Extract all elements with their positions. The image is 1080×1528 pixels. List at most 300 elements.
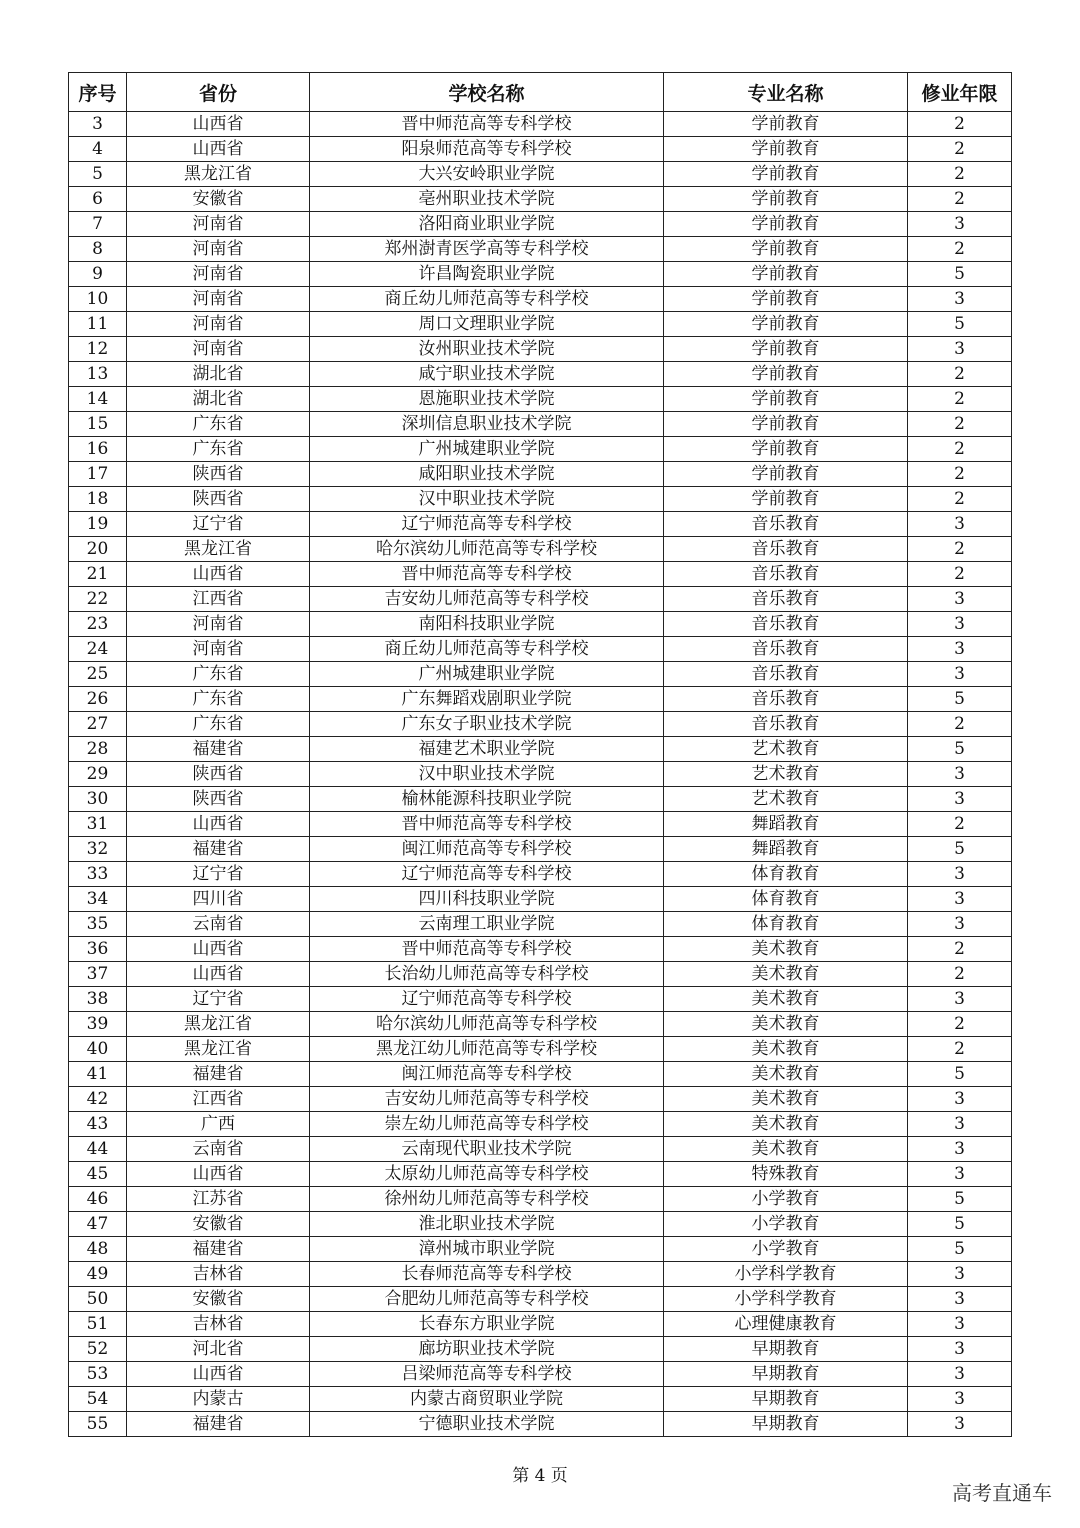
cell-school: 晋中师范高等专科学校 bbox=[310, 562, 664, 587]
cell-years: 3 bbox=[908, 1412, 1012, 1437]
cell-school: 晋中师范高等专科学校 bbox=[310, 812, 664, 837]
table-row bbox=[69, 237, 1012, 262]
cell-province: 云南省 bbox=[127, 1137, 310, 1162]
cell-years: 3 bbox=[908, 762, 1012, 787]
table-row bbox=[69, 1412, 1012, 1437]
cell-major: 学前教育 bbox=[664, 262, 908, 287]
cell-school: 徐州幼儿师范高等专科学校 bbox=[310, 1187, 664, 1212]
cell-major: 音乐教育 bbox=[664, 662, 908, 687]
cell-major: 体育教育 bbox=[664, 862, 908, 887]
table-row bbox=[69, 1262, 1012, 1287]
cell-major: 早期教育 bbox=[664, 1412, 908, 1437]
cell-index: 19 bbox=[69, 512, 127, 537]
cell-years: 3 bbox=[908, 1137, 1012, 1162]
cell-major: 学前教育 bbox=[664, 237, 908, 262]
table-row bbox=[69, 387, 1012, 412]
cell-school: 广东舞蹈戏剧职业学院 bbox=[310, 687, 664, 712]
cell-index: 54 bbox=[69, 1387, 127, 1412]
table-row bbox=[69, 537, 1012, 562]
cell-years: 3 bbox=[908, 662, 1012, 687]
table-row bbox=[69, 837, 1012, 862]
table-row bbox=[69, 137, 1012, 162]
cell-province: 河南省 bbox=[127, 337, 310, 362]
table-row bbox=[69, 1012, 1012, 1037]
table-row bbox=[69, 1187, 1012, 1212]
cell-province: 辽宁省 bbox=[127, 862, 310, 887]
cell-major: 体育教育 bbox=[664, 887, 908, 912]
cell-province: 山西省 bbox=[127, 112, 310, 137]
cell-index: 38 bbox=[69, 987, 127, 1012]
cell-province: 河南省 bbox=[127, 262, 310, 287]
cell-years: 2 bbox=[908, 437, 1012, 462]
cell-index: 35 bbox=[69, 912, 127, 937]
table-row bbox=[69, 1037, 1012, 1062]
cell-school: 闽江师范高等专科学校 bbox=[310, 837, 664, 862]
cell-index: 30 bbox=[69, 787, 127, 812]
cell-province: 湖北省 bbox=[127, 387, 310, 412]
cell-index: 13 bbox=[69, 362, 127, 387]
table-row bbox=[69, 662, 1012, 687]
table-row bbox=[69, 512, 1012, 537]
watermark-text: 高考直通车 bbox=[952, 1481, 1052, 1505]
cell-years: 2 bbox=[908, 712, 1012, 737]
cell-years: 2 bbox=[908, 537, 1012, 562]
cell-school: 四川科技职业学院 bbox=[310, 887, 664, 912]
table-row bbox=[69, 112, 1012, 137]
cell-major: 音乐教育 bbox=[664, 637, 908, 662]
cell-years: 3 bbox=[908, 612, 1012, 637]
cell-years: 3 bbox=[908, 1162, 1012, 1187]
cell-school: 宁德职业技术学院 bbox=[310, 1412, 664, 1437]
cell-years: 5 bbox=[908, 1237, 1012, 1262]
cell-years: 2 bbox=[908, 562, 1012, 587]
cell-index: 44 bbox=[69, 1137, 127, 1162]
cell-province: 吉林省 bbox=[127, 1312, 310, 1337]
cell-index: 16 bbox=[69, 437, 127, 462]
cell-school: 南阳科技职业学院 bbox=[310, 612, 664, 637]
cell-years: 5 bbox=[908, 1212, 1012, 1237]
cell-major: 音乐教育 bbox=[664, 712, 908, 737]
cell-school: 咸宁职业技术学院 bbox=[310, 362, 664, 387]
cell-major: 学前教育 bbox=[664, 137, 908, 162]
col-header-province: 省份 bbox=[127, 73, 310, 112]
table-row bbox=[69, 1087, 1012, 1112]
table-row bbox=[69, 862, 1012, 887]
cell-years: 2 bbox=[908, 187, 1012, 212]
cell-years: 2 bbox=[908, 462, 1012, 487]
cell-province: 黑龙江省 bbox=[127, 1037, 310, 1062]
cell-school: 商丘幼儿师范高等专科学校 bbox=[310, 637, 664, 662]
cell-major: 早期教育 bbox=[664, 1387, 908, 1412]
cell-index: 49 bbox=[69, 1262, 127, 1287]
cell-major: 学前教育 bbox=[664, 437, 908, 462]
cell-years: 3 bbox=[908, 862, 1012, 887]
cell-school: 咸阳职业技术学院 bbox=[310, 462, 664, 487]
cell-school: 吉安幼儿师范高等专科学校 bbox=[310, 1087, 664, 1112]
cell-school: 广东女子职业技术学院 bbox=[310, 712, 664, 737]
cell-major: 学前教育 bbox=[664, 487, 908, 512]
cell-major: 学前教育 bbox=[664, 112, 908, 137]
cell-index: 42 bbox=[69, 1087, 127, 1112]
cell-index: 28 bbox=[69, 737, 127, 762]
cell-school: 阳泉师范高等专科学校 bbox=[310, 137, 664, 162]
cell-province: 黑龙江省 bbox=[127, 1012, 310, 1037]
cell-major: 美术教育 bbox=[664, 937, 908, 962]
cell-years: 3 bbox=[908, 1362, 1012, 1387]
cell-index: 15 bbox=[69, 412, 127, 437]
cell-years: 2 bbox=[908, 362, 1012, 387]
cell-years: 5 bbox=[908, 312, 1012, 337]
cell-school: 汉中职业技术学院 bbox=[310, 762, 664, 787]
cell-province: 安徽省 bbox=[127, 1287, 310, 1312]
page-number: 第 4 页 bbox=[512, 1466, 568, 1486]
table-row bbox=[69, 337, 1012, 362]
cell-index: 29 bbox=[69, 762, 127, 787]
cell-major: 音乐教育 bbox=[664, 512, 908, 537]
cell-province: 广西 bbox=[127, 1112, 310, 1137]
cell-province: 陕西省 bbox=[127, 487, 310, 512]
cell-school: 闽江师范高等专科学校 bbox=[310, 1062, 664, 1087]
table-row bbox=[69, 1337, 1012, 1362]
table-row bbox=[69, 687, 1012, 712]
cell-major: 小学科学教育 bbox=[664, 1287, 908, 1312]
cell-school: 淮北职业技术学院 bbox=[310, 1212, 664, 1237]
cell-school: 大兴安岭职业学院 bbox=[310, 162, 664, 187]
cell-index: 12 bbox=[69, 337, 127, 362]
cell-index: 51 bbox=[69, 1312, 127, 1337]
cell-province: 河南省 bbox=[127, 637, 310, 662]
cell-years: 3 bbox=[908, 1112, 1012, 1137]
cell-major: 心理健康教育 bbox=[664, 1312, 908, 1337]
table-row bbox=[69, 637, 1012, 662]
table-row bbox=[69, 962, 1012, 987]
table-row bbox=[69, 612, 1012, 637]
table-row bbox=[69, 762, 1012, 787]
cell-province: 福建省 bbox=[127, 737, 310, 762]
cell-index: 24 bbox=[69, 637, 127, 662]
cell-school: 洛阳商业职业学院 bbox=[310, 212, 664, 237]
cell-province: 四川省 bbox=[127, 887, 310, 912]
cell-index: 27 bbox=[69, 712, 127, 737]
cell-school: 榆林能源科技职业学院 bbox=[310, 787, 664, 812]
cell-school: 辽宁师范高等专科学校 bbox=[310, 987, 664, 1012]
cell-index: 47 bbox=[69, 1212, 127, 1237]
cell-major: 学前教育 bbox=[664, 312, 908, 337]
cell-major: 学前教育 bbox=[664, 387, 908, 412]
cell-index: 4 bbox=[69, 137, 127, 162]
cell-school: 晋中师范高等专科学校 bbox=[310, 112, 664, 137]
cell-major: 特殊教育 bbox=[664, 1162, 908, 1187]
cell-major: 学前教育 bbox=[664, 187, 908, 212]
cell-province: 河南省 bbox=[127, 287, 310, 312]
cell-school: 长春师范高等专科学校 bbox=[310, 1262, 664, 1287]
cell-province: 山西省 bbox=[127, 562, 310, 587]
table-row bbox=[69, 1162, 1012, 1187]
cell-years: 5 bbox=[908, 687, 1012, 712]
cell-major: 艺术教育 bbox=[664, 737, 908, 762]
cell-years: 2 bbox=[908, 112, 1012, 137]
col-header-years: 修业年限 bbox=[908, 73, 1012, 112]
cell-school: 许昌陶瓷职业学院 bbox=[310, 262, 664, 287]
cell-province: 湖北省 bbox=[127, 362, 310, 387]
cell-index: 10 bbox=[69, 287, 127, 312]
cell-index: 8 bbox=[69, 237, 127, 262]
table-row bbox=[69, 1312, 1012, 1337]
table-row bbox=[69, 587, 1012, 612]
cell-school: 广州城建职业学院 bbox=[310, 662, 664, 687]
cell-province: 云南省 bbox=[127, 912, 310, 937]
table-row bbox=[69, 462, 1012, 487]
cell-index: 26 bbox=[69, 687, 127, 712]
cell-province: 山西省 bbox=[127, 812, 310, 837]
cell-index: 37 bbox=[69, 962, 127, 987]
cell-school: 郑州澍青医学高等专科学校 bbox=[310, 237, 664, 262]
cell-years: 2 bbox=[908, 237, 1012, 262]
cell-school: 恩施职业技术学院 bbox=[310, 387, 664, 412]
cell-major: 早期教育 bbox=[664, 1362, 908, 1387]
cell-school: 漳州城市职业学院 bbox=[310, 1237, 664, 1262]
cell-years: 3 bbox=[908, 587, 1012, 612]
cell-major: 美术教育 bbox=[664, 1087, 908, 1112]
cell-years: 2 bbox=[908, 137, 1012, 162]
col-header-school: 学校名称 bbox=[310, 73, 664, 112]
cell-index: 14 bbox=[69, 387, 127, 412]
cell-years: 2 bbox=[908, 387, 1012, 412]
cell-index: 6 bbox=[69, 187, 127, 212]
cell-major: 音乐教育 bbox=[664, 687, 908, 712]
cell-major: 美术教育 bbox=[664, 1012, 908, 1037]
cell-province: 江苏省 bbox=[127, 1187, 310, 1212]
cell-index: 36 bbox=[69, 937, 127, 962]
cell-school: 辽宁师范高等专科学校 bbox=[310, 862, 664, 887]
cell-province: 河南省 bbox=[127, 312, 310, 337]
cell-index: 55 bbox=[69, 1412, 127, 1437]
cell-index: 17 bbox=[69, 462, 127, 487]
cell-province: 安徽省 bbox=[127, 187, 310, 212]
cell-province: 陕西省 bbox=[127, 462, 310, 487]
table-header-row bbox=[69, 73, 1012, 112]
cell-index: 23 bbox=[69, 612, 127, 637]
cell-school: 周口文理职业学院 bbox=[310, 312, 664, 337]
cell-school: 合肥幼儿师范高等专科学校 bbox=[310, 1287, 664, 1312]
cell-years: 5 bbox=[908, 737, 1012, 762]
cell-index: 25 bbox=[69, 662, 127, 687]
cell-province: 福建省 bbox=[127, 1412, 310, 1437]
cell-province: 河南省 bbox=[127, 237, 310, 262]
table-row bbox=[69, 487, 1012, 512]
cell-school: 汝州职业技术学院 bbox=[310, 337, 664, 362]
cell-province: 山西省 bbox=[127, 137, 310, 162]
table-row bbox=[69, 712, 1012, 737]
cell-major: 美术教育 bbox=[664, 1037, 908, 1062]
cell-index: 32 bbox=[69, 837, 127, 862]
table-row bbox=[69, 362, 1012, 387]
cell-years: 3 bbox=[908, 787, 1012, 812]
table-row bbox=[69, 912, 1012, 937]
cell-major: 体育教育 bbox=[664, 912, 908, 937]
cell-major: 学前教育 bbox=[664, 212, 908, 237]
cell-province: 福建省 bbox=[127, 837, 310, 862]
cell-major: 早期教育 bbox=[664, 1337, 908, 1362]
cell-major: 艺术教育 bbox=[664, 762, 908, 787]
cell-index: 11 bbox=[69, 312, 127, 337]
cell-province: 江西省 bbox=[127, 587, 310, 612]
cell-years: 2 bbox=[908, 412, 1012, 437]
cell-years: 3 bbox=[908, 1337, 1012, 1362]
table-row bbox=[69, 562, 1012, 587]
cell-school: 辽宁师范高等专科学校 bbox=[310, 512, 664, 537]
cell-major: 小学教育 bbox=[664, 1187, 908, 1212]
table-row bbox=[69, 412, 1012, 437]
cell-years: 3 bbox=[908, 212, 1012, 237]
cell-school: 长春东方职业学院 bbox=[310, 1312, 664, 1337]
cell-school: 亳州职业技术学院 bbox=[310, 187, 664, 212]
cell-province: 河南省 bbox=[127, 612, 310, 637]
cell-index: 7 bbox=[69, 212, 127, 237]
cell-years: 3 bbox=[908, 287, 1012, 312]
cell-major: 小学教育 bbox=[664, 1212, 908, 1237]
cell-major: 小学教育 bbox=[664, 1237, 908, 1262]
cell-years: 3 bbox=[908, 912, 1012, 937]
table-row bbox=[69, 1062, 1012, 1087]
cell-index: 31 bbox=[69, 812, 127, 837]
cell-index: 48 bbox=[69, 1237, 127, 1262]
cell-major: 学前教育 bbox=[664, 162, 908, 187]
cell-school: 商丘幼儿师范高等专科学校 bbox=[310, 287, 664, 312]
cell-province: 福建省 bbox=[127, 1237, 310, 1262]
cell-index: 33 bbox=[69, 862, 127, 887]
cell-index: 46 bbox=[69, 1187, 127, 1212]
cell-years: 2 bbox=[908, 962, 1012, 987]
cell-major: 学前教育 bbox=[664, 462, 908, 487]
cell-major: 舞蹈教育 bbox=[664, 812, 908, 837]
cell-province: 广东省 bbox=[127, 437, 310, 462]
cell-major: 美术教育 bbox=[664, 962, 908, 987]
cell-years: 3 bbox=[908, 887, 1012, 912]
cell-major: 学前教育 bbox=[664, 412, 908, 437]
table-row bbox=[69, 187, 1012, 212]
cell-index: 18 bbox=[69, 487, 127, 512]
table-row bbox=[69, 1137, 1012, 1162]
cell-index: 9 bbox=[69, 262, 127, 287]
cell-school: 内蒙古商贸职业学院 bbox=[310, 1387, 664, 1412]
table-row bbox=[69, 437, 1012, 462]
cell-province: 内蒙古 bbox=[127, 1387, 310, 1412]
cell-index: 50 bbox=[69, 1287, 127, 1312]
cell-province: 广东省 bbox=[127, 412, 310, 437]
cell-major: 音乐教育 bbox=[664, 562, 908, 587]
cell-major: 美术教育 bbox=[664, 1062, 908, 1087]
cell-years: 2 bbox=[908, 1012, 1012, 1037]
cell-years: 3 bbox=[908, 512, 1012, 537]
cell-years: 3 bbox=[908, 337, 1012, 362]
cell-province: 广东省 bbox=[127, 662, 310, 687]
cell-years: 3 bbox=[908, 1087, 1012, 1112]
cell-years: 2 bbox=[908, 162, 1012, 187]
cell-province: 辽宁省 bbox=[127, 987, 310, 1012]
table-row bbox=[69, 1237, 1012, 1262]
table-body bbox=[69, 112, 1012, 1437]
table-row bbox=[69, 887, 1012, 912]
cell-index: 20 bbox=[69, 537, 127, 562]
cell-years: 5 bbox=[908, 1187, 1012, 1212]
table-row bbox=[69, 312, 1012, 337]
cell-years: 5 bbox=[908, 262, 1012, 287]
cell-index: 40 bbox=[69, 1037, 127, 1062]
cell-province: 江西省 bbox=[127, 1087, 310, 1112]
cell-index: 3 bbox=[69, 112, 127, 137]
table-row bbox=[69, 262, 1012, 287]
cell-school: 吕梁师范高等专科学校 bbox=[310, 1362, 664, 1387]
cell-major: 音乐教育 bbox=[664, 587, 908, 612]
cell-school: 长治幼儿师范高等专科学校 bbox=[310, 962, 664, 987]
cell-school: 云南现代职业技术学院 bbox=[310, 1137, 664, 1162]
col-header-index: 序号 bbox=[69, 73, 127, 112]
cell-province: 黑龙江省 bbox=[127, 162, 310, 187]
cell-school: 崇左幼儿师范高等专科学校 bbox=[310, 1112, 664, 1137]
table-row bbox=[69, 1362, 1012, 1387]
cell-years: 5 bbox=[908, 837, 1012, 862]
cell-province: 河南省 bbox=[127, 212, 310, 237]
cell-major: 舞蹈教育 bbox=[664, 837, 908, 862]
cell-years: 2 bbox=[908, 812, 1012, 837]
table-row bbox=[69, 162, 1012, 187]
cell-school: 吉安幼儿师范高等专科学校 bbox=[310, 587, 664, 612]
cell-index: 22 bbox=[69, 587, 127, 612]
cell-province: 山西省 bbox=[127, 962, 310, 987]
col-header-major: 专业名称 bbox=[664, 73, 908, 112]
cell-province: 陕西省 bbox=[127, 762, 310, 787]
cell-years: 3 bbox=[908, 1262, 1012, 1287]
cell-years: 5 bbox=[908, 1062, 1012, 1087]
cell-index: 53 bbox=[69, 1362, 127, 1387]
cell-school: 云南理工职业学院 bbox=[310, 912, 664, 937]
cell-province: 辽宁省 bbox=[127, 512, 310, 537]
cell-index: 41 bbox=[69, 1062, 127, 1087]
cell-major: 艺术教育 bbox=[664, 787, 908, 812]
cell-school: 深圳信息职业技术学院 bbox=[310, 412, 664, 437]
cell-province: 吉林省 bbox=[127, 1262, 310, 1287]
table-row bbox=[69, 1212, 1012, 1237]
cell-major: 小学科学教育 bbox=[664, 1262, 908, 1287]
table-row bbox=[69, 737, 1012, 762]
cell-province: 山西省 bbox=[127, 1162, 310, 1187]
school-major-table bbox=[68, 72, 1012, 1437]
table-row bbox=[69, 987, 1012, 1012]
cell-province: 山西省 bbox=[127, 937, 310, 962]
cell-province: 安徽省 bbox=[127, 1212, 310, 1237]
cell-index: 5 bbox=[69, 162, 127, 187]
cell-years: 3 bbox=[908, 637, 1012, 662]
cell-index: 43 bbox=[69, 1112, 127, 1137]
cell-province: 福建省 bbox=[127, 1062, 310, 1087]
cell-school: 黑龙江幼儿师范高等专科学校 bbox=[310, 1037, 664, 1062]
table-row bbox=[69, 1287, 1012, 1312]
cell-index: 34 bbox=[69, 887, 127, 912]
cell-major: 音乐教育 bbox=[664, 537, 908, 562]
cell-major: 学前教育 bbox=[664, 362, 908, 387]
cell-years: 2 bbox=[908, 1037, 1012, 1062]
table-row bbox=[69, 1112, 1012, 1137]
cell-years: 3 bbox=[908, 1287, 1012, 1312]
table-row bbox=[69, 1387, 1012, 1412]
cell-province: 陕西省 bbox=[127, 787, 310, 812]
cell-years: 2 bbox=[908, 937, 1012, 962]
cell-school: 晋中师范高等专科学校 bbox=[310, 937, 664, 962]
table-row bbox=[69, 937, 1012, 962]
cell-province: 广东省 bbox=[127, 687, 310, 712]
table-row bbox=[69, 212, 1012, 237]
